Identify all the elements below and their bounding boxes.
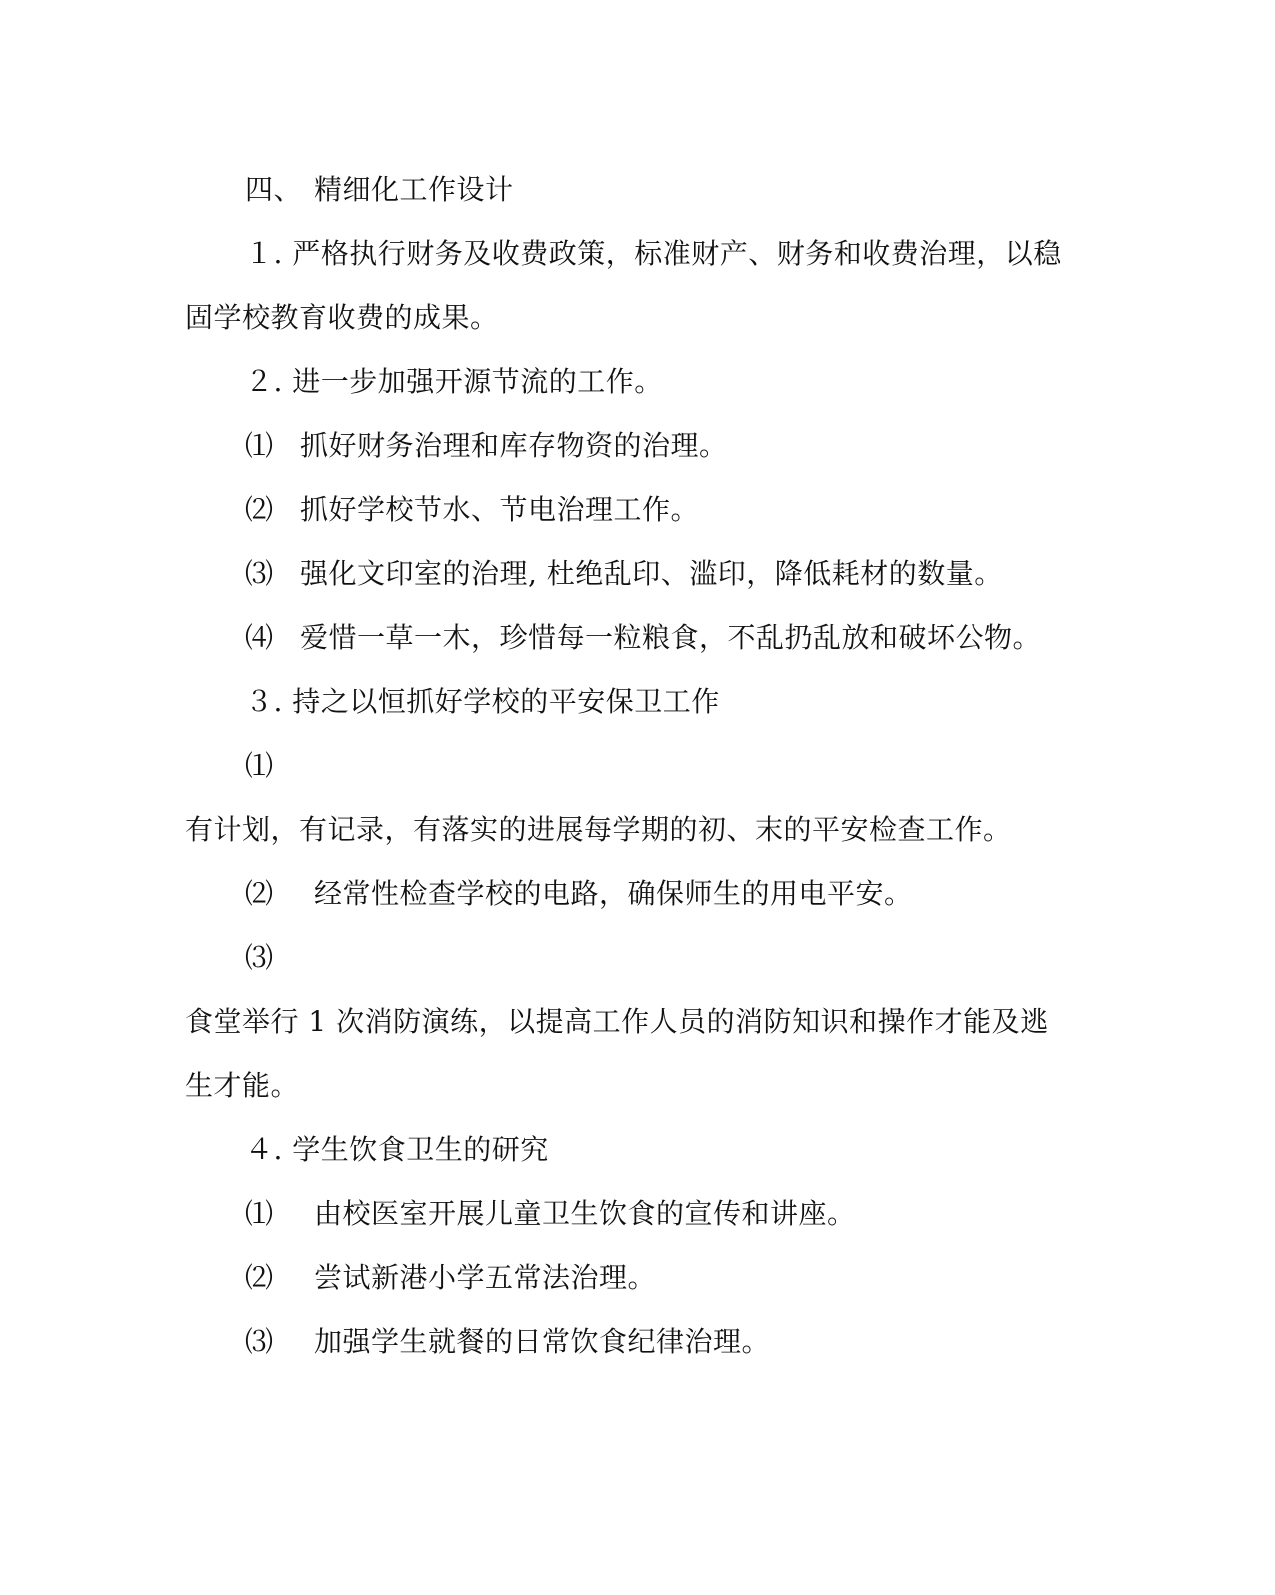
- item-3-sub-2-text: 经常性检查学校的电路，确保师生的用电平安。: [314, 877, 913, 910]
- item-4-sub-1-marker: ⑴: [245, 1197, 274, 1230]
- item-2-sub-4-text: 爱惜一草一木，珍惜每一粒粮食，不乱扔乱放和破坏公物。: [300, 621, 1042, 654]
- item-2-sub-3-marker: ⑶: [245, 557, 274, 590]
- item-4-sub-2-marker: ⑵: [245, 1261, 274, 1294]
- item-2-heading: ２. 进一步加强开源节流的工作。: [245, 365, 663, 398]
- item-2-sub-3-text: 强化文印室的治理, 杜绝乱印、滥印，降低耗材的数量。: [300, 557, 1003, 590]
- item-4-heading: ４. 学生饮食卫生的研究: [245, 1133, 549, 1166]
- item-4-sub-3-text: 加强学生就餐的日常饮食纪律治理。: [314, 1325, 771, 1358]
- section-number: 四、: [245, 173, 303, 206]
- item-2-sub-4-marker: ⑷: [245, 621, 274, 654]
- item-3-sub-3-line-1: 食堂举行 1 次消防演练，以提高工作人员的消防知识和操作才能及逃: [185, 1005, 1049, 1038]
- item-4-sub-3-marker: ⑶: [245, 1325, 274, 1358]
- item-3-sub-3-line-2: 生才能。: [185, 1069, 300, 1102]
- section-title: 精细化工作设计: [314, 173, 514, 206]
- item-2-sub-2-text: 抓好学校节水、节电治理工作。: [300, 493, 700, 526]
- item-4-sub-2-text: 尝试新港小学五常法治理。: [314, 1261, 657, 1294]
- item-2-sub-1-marker: ⑴: [245, 429, 274, 462]
- item-3-heading: ３. 持之以恒抓好学校的平安保卫工作: [245, 685, 720, 718]
- item-2-sub-2-marker: ⑵: [245, 493, 274, 526]
- item-1-line-2: 固学校教育收费的成果。: [185, 301, 499, 334]
- item-3-sub-1-marker: ⑴: [245, 749, 274, 782]
- item-3-sub-2-marker: ⑵: [245, 877, 274, 910]
- item-1-line-1: １. 严格执行财务及收费政策，标准财产、财务和收费治理，以稳: [245, 237, 1062, 270]
- item-4-sub-1-text: 由校医室开展儿童卫生饮食的宣传和讲座。: [314, 1197, 856, 1230]
- item-3-sub-3-marker: ⑶: [245, 941, 274, 974]
- item-2-sub-1-text: 抓好财务治理和库存物资的治理。: [300, 429, 728, 462]
- item-3-sub-1-text: 有计划，有记录，有落实的进展每学期的初、末的平安检查工作。: [185, 813, 1012, 846]
